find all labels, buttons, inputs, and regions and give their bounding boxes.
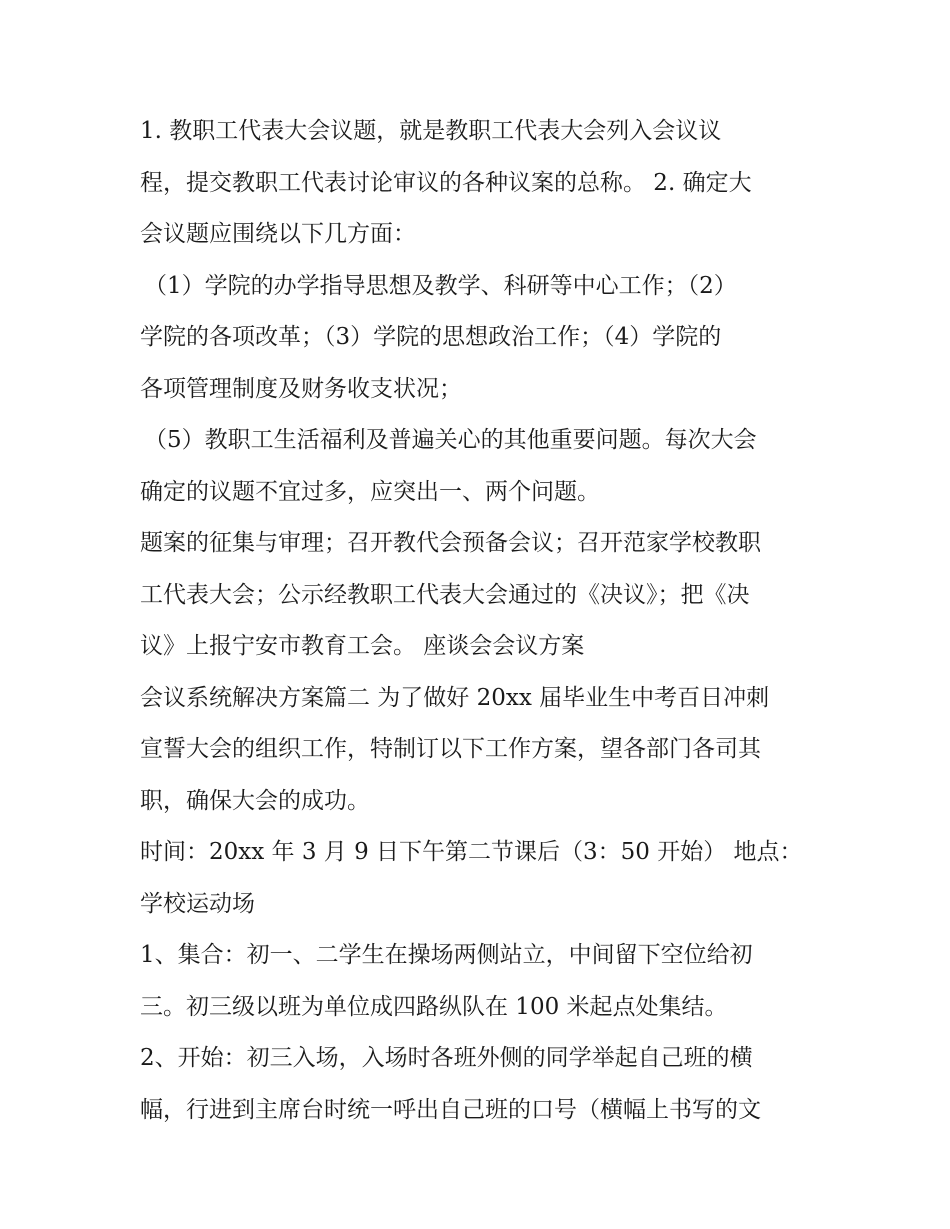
text-line: 工代表大会；公示经教职工代表大会通过的《决议》；把《决 xyxy=(140,581,750,608)
text-line: 各项管理制度及财务收支状况； xyxy=(140,375,462,402)
text-line: 三。初三级以班为单位成四路纵队在 100 米起点处集结。 xyxy=(140,993,728,1020)
text-line: 1、集合：初一、二学生在操场两侧站立，中间留下空位给初 xyxy=(140,942,753,968)
text-line: 学校运动场 xyxy=(140,890,255,917)
text-line: 2、开始：初三入场，入场时各班外侧的同学举起自己班的横 xyxy=(140,1045,753,1071)
text-line: 会议题应围绕以下几方面： xyxy=(140,221,416,247)
text-line: 会议系统解决方案篇二 为了做好 20xx 届毕业生中考百日冲刺 xyxy=(140,684,770,711)
text-line: 1. 教职工代表大会议题，就是教职工代表大会列入会议议 xyxy=(140,118,722,144)
text-line: 职，确保大会的成功。 xyxy=(140,787,370,814)
text-line: 确定的议题不宜过多，应突出一、两个问题。 xyxy=(140,478,600,505)
text-line: 题案的征集与审理；召开教代会预备会议；召开范家学校教职 xyxy=(140,530,761,556)
text-line: 议》上报宁安市教育工会。 座谈会会议方案 xyxy=(140,633,585,659)
text-line: 学院的各项改革；（3）学院的思想政治工作；（4）学院的 xyxy=(140,324,722,350)
text-line: 宣誓大会的组织工作，特制订以下工作方案，望各部门各司其 xyxy=(140,736,761,762)
text-line: 幅，行进到主席台时统一呼出自己班的口号（横幅上书写的文 xyxy=(140,1096,761,1123)
document-body xyxy=(140,106,820,1136)
text-line: 程，提交教职工代表讨论审议的各种议案的总称。 2. 确定大 xyxy=(140,169,752,196)
text-line: 时间：20xx 年 3 月 9 日下午第二节课后（3：50 开始） 地点： xyxy=(140,839,803,865)
text-line: （1）学院的办学指导思想及教学、科研等中心工作；（2） xyxy=(144,272,737,299)
text-line: （5）教职工生活福利及普遍关心的其他重要问题。每次大会 xyxy=(144,427,757,453)
